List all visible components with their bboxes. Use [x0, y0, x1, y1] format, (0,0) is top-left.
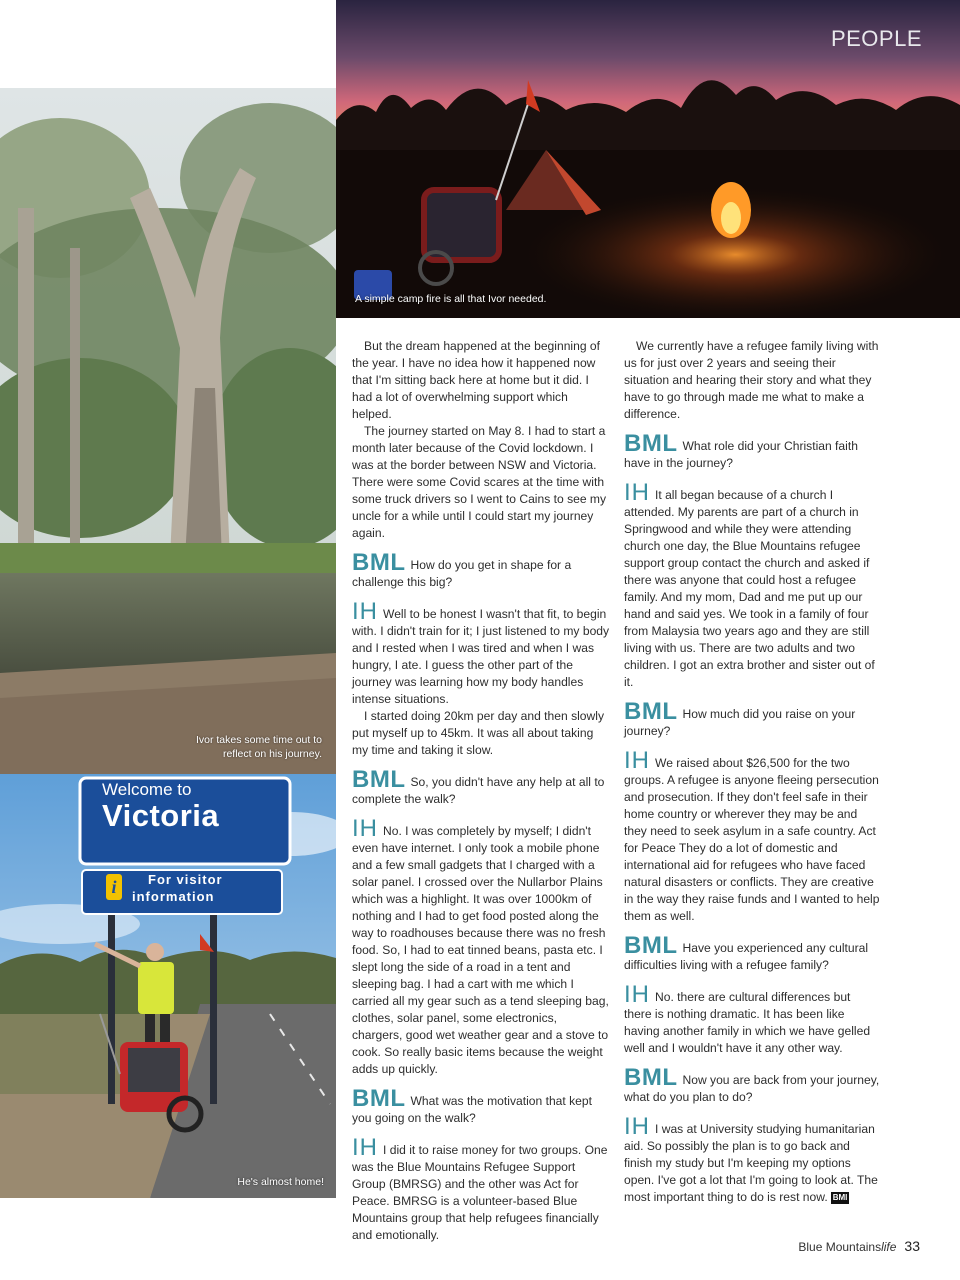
question-text: Now you are back from your journey, what do you plan to do? — [624, 1073, 880, 1104]
sign-state-text: Victoria — [102, 798, 220, 833]
question — [352, 1085, 610, 1127]
question — [352, 766, 610, 808]
campfire-caption: A simple camp fire is all that Ivor needed. — [355, 293, 547, 305]
answer — [352, 815, 610, 1078]
sign-info-line2: information — [132, 889, 215, 904]
answer — [624, 747, 880, 925]
bml-tag: BML — [624, 430, 678, 457]
answer-text: Well to be honest I wasn't that fit, to begin with. I didn't train for it; I just listened to my body and I rested when I was tired and when I was hungry, I ate. I guess the other part of the journey was learning how my body handles intense situations. — [352, 607, 610, 706]
magazine-name-main: Blue Mountains — [798, 1240, 882, 1254]
bml-tag: BML — [624, 698, 678, 725]
answer-text: I did it to raise money for two groups. One was the Blue Mountains Refugee Support Group (BMRSG) and the other was Act for Peace. BMRSG is a volunteer-based Blue Mountains group that help refugees financially and emotionally. — [352, 1143, 608, 1242]
question — [624, 698, 880, 740]
paragraph: But the dream happened at the beginning of the year. I have no idea how it happened now that I'm sitting back here at home but it did. I had a lot of overwhelming support which helped. — [352, 339, 601, 421]
paragraph: The journey started on May 8. I had to start a month later because of the Covid lockdown. I was at the border between NSW and Victoria. There were some Covid scares at the time with some truck drivers so I went to Cains to see my uncle for a while until I could start my journey again. — [352, 424, 607, 540]
answer-text: No. there are cultural differences but there is nothing dramatic. It has been like having another family in which we have gelled well and I wouldn't have it any other way. — [624, 990, 871, 1055]
question-text: Have you experienced any cultural difficulties living with a refugee family? — [624, 941, 869, 972]
question — [352, 549, 610, 591]
page-number: 33 — [904, 1238, 920, 1254]
ih-tag: IH — [624, 1113, 650, 1140]
magazine-name-suffix: life — [881, 1240, 897, 1254]
bml-tag: BML — [352, 766, 406, 793]
ih-tag: IH — [352, 1134, 378, 1161]
article-column-1 — [352, 338, 610, 1244]
info-icon: i — [106, 874, 122, 900]
end-mark: BMl — [832, 1193, 848, 1202]
bml-tag: BML — [624, 1064, 678, 1091]
section-label: PEOPLE — [830, 26, 922, 51]
sign-caption: He's almost home! — [237, 1176, 324, 1188]
river-caption: Ivor takes some time out to reflect on his journey. — [195, 734, 322, 760]
ih-tag: IH — [624, 981, 650, 1008]
question — [624, 430, 880, 472]
ih-tag: IH — [352, 598, 378, 625]
question-text: So, you didn't have any help at all to complete the walk? — [352, 775, 605, 806]
paragraph: We currently have a refugee family living with us for just over 2 years and seeing their situation and hearing their story and what they have to go through made me what to make a difference. — [624, 339, 879, 421]
victoria-sign-photo — [0, 774, 336, 1198]
answer-text: It all began because of a church I attended. My parents are part of a church in Springwood and while they were attending church one day, the Blue Mountains refugee support group contact the church and asked if there was anyone that could host a refugee family. And my mom, Dad and me put up our hand and said yes. We took in a family of four from Malaysia two years ago and they are still living with us. There are two adults and two children. I got an extra brother and sister out of it. — [624, 488, 875, 689]
answer — [352, 1134, 610, 1244]
sign-info-line1: For visitor — [148, 872, 223, 887]
answer — [624, 479, 880, 691]
answer-text: I was at University studying humanitarian aid. So possibly the plan is to go back and finish my study but I'm keeping my options open. I've got a lot that I'm going to look at. The most important thing to do is rest now. — [624, 1122, 878, 1204]
bml-tag: BML — [352, 549, 406, 576]
article-column-2 — [624, 338, 880, 1206]
ih-tag: IH — [624, 747, 650, 774]
question — [624, 932, 880, 974]
bml-tag: BML — [624, 932, 678, 959]
question-text: How do you get in shape for a challenge this big? — [352, 558, 572, 589]
magazine-name — [798, 1240, 896, 1254]
answer-text: No. I was completely by myself; I didn't even have internet. I only took a mobile phone and a few small gadgets that I charged with a solar panel. I crossed over the Nullarbor Plains which was a highlight. It was over 1000km of nothing and I had to get food posted along the way to roadhouses because there was no fresh food. So, I had to eat tinned beans, pasta etc. I slept long the side of a road in a tent and sleeping bag. I had a cart with me which I carried all my gear such as a tend sleeping bag, clothes, solar panel, some electronics, chargers, good wet weather gear and a stove to cook. So really basic items because the weight adds up quickly. — [352, 824, 609, 1076]
paragraph: I started doing 20km per day and then slowly put myself up to 45km. It was all about taking my time and taking it slow. — [352, 709, 604, 757]
question-text: What role did your Christian faith have in the journey? — [624, 439, 858, 470]
question-text: What was the motivation that kept you going on the walk? — [352, 1094, 592, 1125]
answer — [624, 981, 880, 1057]
answer — [624, 1113, 880, 1206]
ih-tag: IH — [352, 815, 378, 842]
ih-tag: IH — [624, 479, 650, 506]
page-footer — [798, 1238, 920, 1254]
river-photo — [0, 88, 336, 774]
sign-welcome-text: Welcome to — [102, 780, 192, 799]
answer-text: We raised about $26,500 for the two groups. A refugee is anyone fleeing persecution and prosecution. If they don't feel safe in their home country or wherever they may be and they need to seek asylum in a safe country. Act for Peace They do a lot of domestic and international aid for refugees who have faced natural disasters or conflicts. They are creative in the way they raise funds and I wanted to help them as well. — [624, 756, 880, 923]
answer — [352, 598, 610, 708]
question — [624, 1064, 880, 1106]
bml-tag: BML — [352, 1085, 406, 1112]
question-text: How much did you raise on your journey? — [624, 707, 856, 738]
